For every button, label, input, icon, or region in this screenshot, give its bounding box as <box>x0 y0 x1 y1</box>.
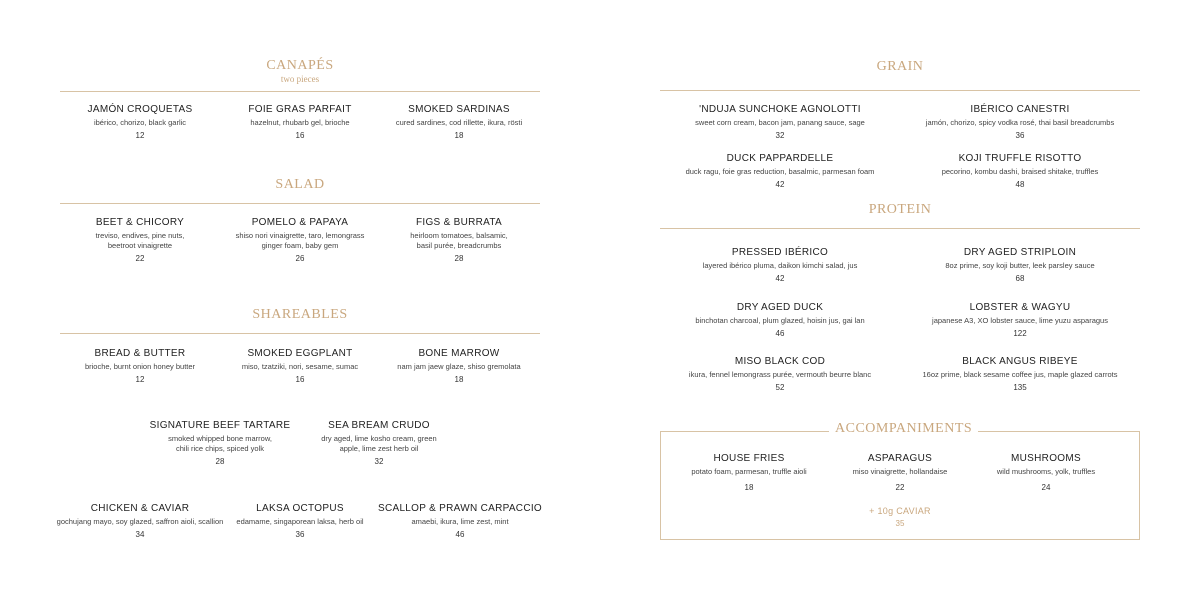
menu-item <box>956 453 1136 493</box>
item-price: 42 <box>775 274 785 283</box>
item-name: DUCK PAPPARDELLE <box>726 153 834 164</box>
item-description: potato foam, parmesan, truffle aioli <box>691 467 807 476</box>
menu-item <box>660 153 900 190</box>
item-price: 12 <box>135 375 145 384</box>
item-name: BLACK ANGUS RIBEYE <box>962 356 1078 367</box>
item-description: wild mushrooms, yolk, truffles <box>996 467 1096 476</box>
item-description: hazelnut, rhubarb gel, brioche <box>250 118 350 127</box>
item-description: edamame, singaporean laksa, herb oil <box>236 517 364 526</box>
item-name: LOBSTER & WAGYU <box>969 302 1071 313</box>
shareables-divider <box>60 333 540 334</box>
item-name: BREAD & BUTTER <box>94 348 186 359</box>
item-price: 18 <box>454 131 464 140</box>
item-price: 42 <box>775 180 785 189</box>
menu-item <box>50 217 230 264</box>
canapes-divider <box>60 91 540 92</box>
menu-item <box>895 302 1145 339</box>
item-description: jamón, chorizo, spicy vodka rosé, thai basil breadcrumbs <box>925 118 1115 127</box>
menu-item <box>210 348 390 385</box>
item-name: HOUSE FRIES <box>713 453 785 464</box>
canapes-title: CANAPÉS <box>266 58 334 73</box>
item-description: amaebi, ikura, lime zest, mint <box>411 517 509 526</box>
item-price: 26 <box>295 254 305 263</box>
item-price: 48 <box>1015 180 1025 189</box>
item-price: 34 <box>135 530 145 539</box>
item-price: 18 <box>744 483 754 492</box>
menu-item <box>289 420 469 467</box>
item-name: LAKSA OCTOPUS <box>256 503 344 514</box>
item-name: PRESSED IBÉRICO <box>731 247 829 258</box>
accompaniments-title: ACCOMPANIMENTS <box>829 421 978 437</box>
item-description: smoked whipped bone marrow, chili rice chips, spiced yolk <box>168 434 272 453</box>
item-description: japanese A3, XO lobster sauce, lime yuzu asparagus <box>932 316 1108 325</box>
caviar-price: 35 <box>895 519 905 528</box>
menu-item <box>210 217 390 264</box>
menu-item <box>660 104 900 141</box>
item-name: BONE MARROW <box>418 348 500 359</box>
menu-item <box>660 247 900 284</box>
item-name: FIGS & BURRATA <box>415 217 503 228</box>
item-description: dry aged, lime kosho cream, green apple, lime zest herb oil <box>321 434 437 453</box>
item-description: shiso nori vinaigrette, taro, lemongrass ginger foam, baby gem <box>235 231 365 250</box>
item-name: SEA BREAM CRUDO <box>328 420 430 431</box>
item-name: BEET & CHICORY <box>95 217 185 228</box>
canapes-subtitle: two pieces <box>280 74 320 84</box>
menu-item <box>660 356 900 393</box>
item-price: 135 <box>1013 383 1027 392</box>
protein-title: PROTEIN <box>868 202 932 217</box>
item-description: 8oz prime, soy koji butter, leek parsley sauce <box>945 261 1095 270</box>
menu-item <box>50 104 230 141</box>
item-description: layered ibérico pluma, daikon kimchi salad, jus <box>702 261 858 270</box>
item-name: MISO BLACK COD <box>734 356 826 367</box>
item-price: 18 <box>454 375 464 384</box>
item-price: 68 <box>1015 274 1025 283</box>
item-price: 52 <box>775 383 785 392</box>
item-description: nam jam jaew glaze, shiso gremolata <box>397 362 521 371</box>
menu-item <box>895 153 1145 190</box>
item-name: KOJI TRUFFLE RISOTTO <box>958 153 1082 164</box>
item-price: 22 <box>135 254 145 263</box>
item-description: brioche, burnt onion honey butter <box>84 362 196 371</box>
menu-item <box>895 104 1145 141</box>
item-name: DRY AGED STRIPLOIN <box>963 247 1077 258</box>
grain-title: GRAIN <box>876 59 924 74</box>
item-price: 122 <box>1013 329 1027 338</box>
item-name: MUSHROOMS <box>1011 453 1081 464</box>
item-price: 36 <box>295 530 305 539</box>
item-price: 22 <box>895 483 905 492</box>
menu-item <box>369 348 549 385</box>
item-name: POMELO & PAPAYA <box>251 217 349 228</box>
item-name: SMOKED SARDINAS <box>408 104 510 115</box>
item-price: 28 <box>454 254 464 263</box>
item-price: 12 <box>135 131 145 140</box>
item-name: DRY AGED DUCK <box>736 302 824 313</box>
item-description: 16oz prime, black sesame coffee jus, maple glazed carrots <box>922 370 1118 379</box>
item-description: miso vinaigrette, hollandaise <box>852 467 948 476</box>
item-name: SCALLOP & PRAWN CARPACCIO <box>377 503 543 514</box>
salad-divider <box>60 203 540 204</box>
item-description: binchotan charcoal, plum glazed, hoisin jus, gai lan <box>695 316 865 325</box>
item-name: IBÉRICO CANESTRI <box>970 104 1070 115</box>
item-name: ASPARAGUS <box>867 453 933 464</box>
item-price: 32 <box>775 131 785 140</box>
menu-item <box>50 348 230 385</box>
item-name: FOIE GRAS PARFAIT <box>248 104 352 115</box>
menu-item <box>360 503 560 540</box>
item-description: pecorino, kombu dashi, braised shitake, truffles <box>941 167 1099 176</box>
item-name: SMOKED EGGPLANT <box>247 348 353 359</box>
item-price: 46 <box>455 530 465 539</box>
item-description: miso, tzatziki, nori, sesame, sumac <box>241 362 359 371</box>
item-price: 28 <box>215 457 225 466</box>
item-description: treviso, endives, pine nuts, beetroot vinaigrette <box>95 231 185 250</box>
menu-item <box>369 104 549 141</box>
menu-item <box>660 302 900 339</box>
item-price: 24 <box>1041 483 1051 492</box>
item-price: 16 <box>295 375 305 384</box>
menu-item <box>895 247 1145 284</box>
shareables-title: SHAREABLES <box>252 307 348 322</box>
item-description: cured sardines, cod rillette, ikura, rösti <box>395 118 523 127</box>
grain-divider <box>660 90 1140 91</box>
item-description: gochujang mayo, soy glazed, saffron aioli, scallion <box>56 517 224 526</box>
item-description: duck ragu, foie gras reduction, basalmic, parmesan foam <box>685 167 875 176</box>
item-name: CHICKEN & CAVIAR <box>90 503 190 514</box>
item-name: SIGNATURE BEEF TARTARE <box>149 420 291 431</box>
protein-divider <box>660 228 1140 229</box>
item-price: 16 <box>295 131 305 140</box>
item-price: 32 <box>374 457 384 466</box>
caviar-addon <box>810 506 990 528</box>
item-name: 'NDUJA SUNCHOKE AGNOLOTTI <box>699 104 861 115</box>
item-price: 46 <box>775 329 785 338</box>
menu-item <box>210 104 390 141</box>
menu-item <box>369 217 549 264</box>
item-name: JAMÓN CROQUETAS <box>87 104 193 115</box>
item-description: heirloom tomatoes, balsamic, basil purée, breadcrumbs <box>410 231 508 250</box>
item-price: 36 <box>1015 131 1025 140</box>
menu-item <box>895 356 1145 393</box>
item-description: sweet corn cream, bacon jam, panang sauce, sage <box>695 118 865 127</box>
item-description: ikura, fennel lemongrass purée, vermouth beurre blanc <box>688 370 872 379</box>
item-description: ibérico, chorizo, black garlic <box>93 118 187 127</box>
menu-item <box>130 420 310 467</box>
salad-title: SALAD <box>275 177 325 192</box>
caviar-label: + 10g CAVIAR <box>869 506 931 516</box>
